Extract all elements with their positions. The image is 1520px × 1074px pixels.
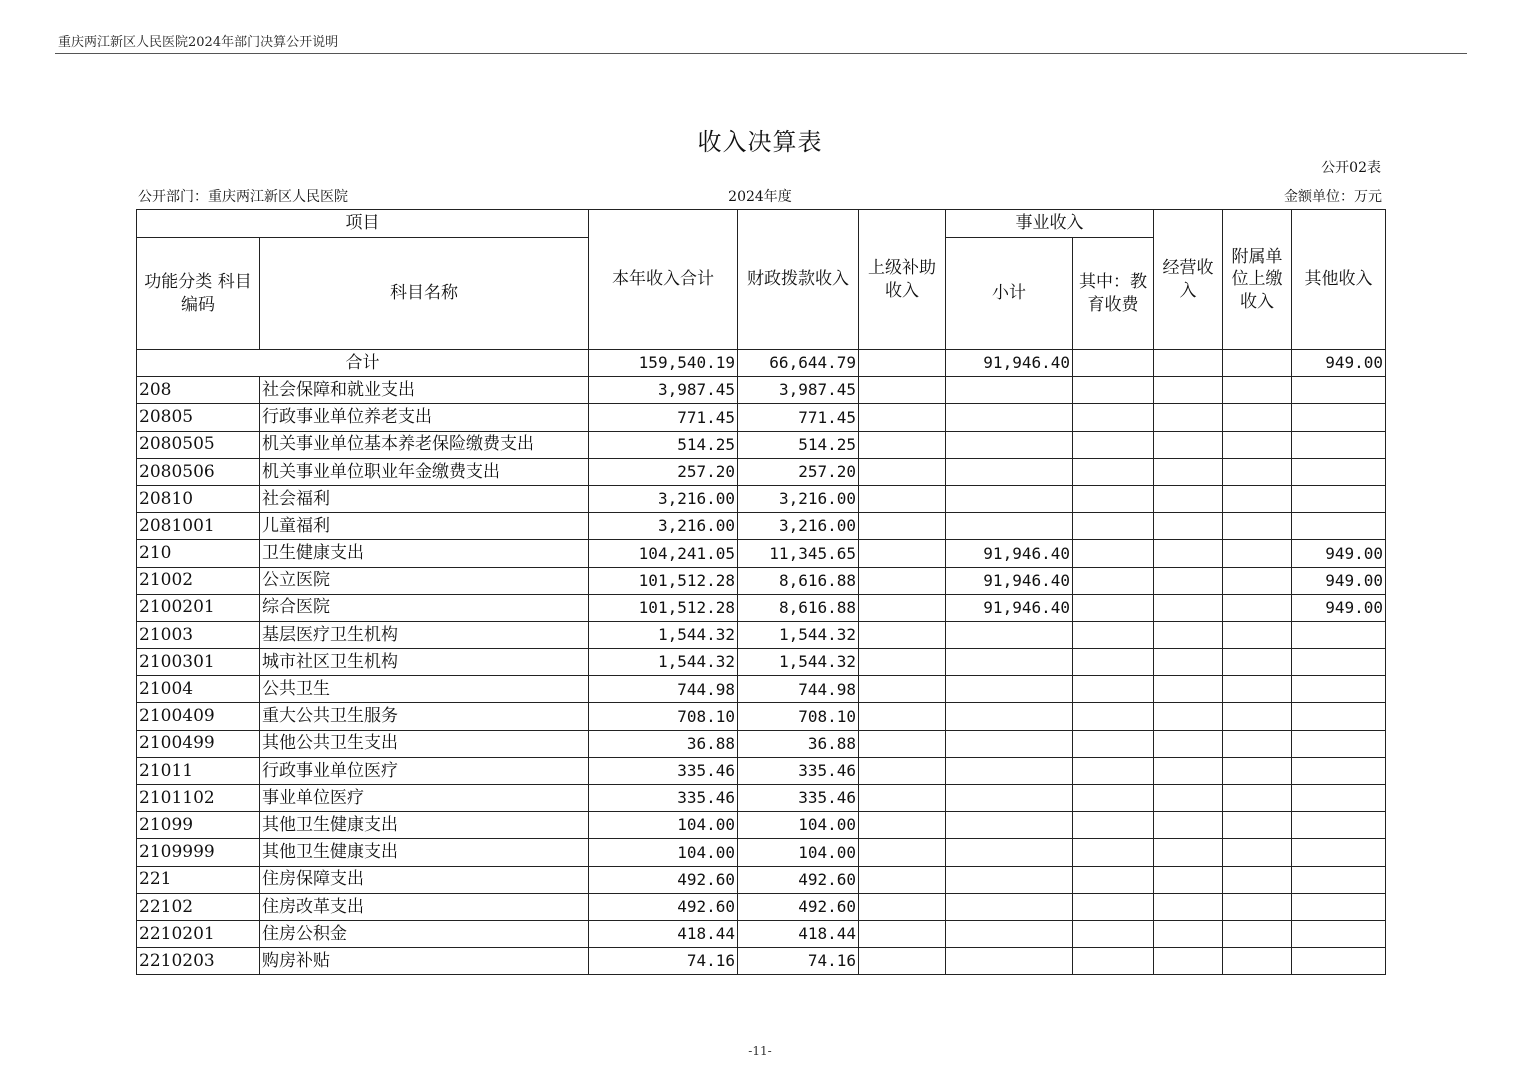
row-total-cell: 744.98 xyxy=(589,676,738,703)
row-affiliated-cell xyxy=(1223,621,1292,648)
row-code: 2080505 xyxy=(137,431,260,458)
row-superior-cell xyxy=(859,866,946,893)
row-fiscal-cell: 1,544.32 xyxy=(738,649,859,676)
row-other-cell xyxy=(1292,866,1386,893)
row-edu-cell xyxy=(1073,594,1154,621)
row-name: 基层医疗卫生机构 xyxy=(260,621,589,648)
row-name: 购房补贴 xyxy=(260,948,589,975)
row-fiscal-cell: 8,616.88 xyxy=(738,594,859,621)
row-code: 21002 xyxy=(137,567,260,594)
row-fiscal-cell: 514.25 xyxy=(738,431,859,458)
row-operating-cell xyxy=(1154,676,1223,703)
header-rule xyxy=(55,53,1467,54)
row-edu-cell xyxy=(1073,540,1154,567)
row-total-cell: 771.45 xyxy=(589,404,738,431)
row-name: 社会福利 xyxy=(260,485,589,512)
row-superior-cell xyxy=(859,377,946,404)
row-affiliated-cell xyxy=(1223,567,1292,594)
row-code: 208 xyxy=(137,377,260,404)
row-affiliated-cell xyxy=(1223,485,1292,512)
row-subtotal-cell xyxy=(946,377,1073,404)
table-row xyxy=(137,431,1386,458)
table-row xyxy=(137,812,1386,839)
row-affiliated-cell xyxy=(1223,757,1292,784)
total-operating-cell xyxy=(1154,350,1223,377)
row-code: 2100201 xyxy=(137,594,260,621)
row-fiscal-cell: 104.00 xyxy=(738,839,859,866)
row-subtotal-cell xyxy=(946,404,1073,431)
row-subtotal-cell xyxy=(946,812,1073,839)
table-row xyxy=(137,621,1386,648)
table-row xyxy=(137,785,1386,812)
row-other-cell xyxy=(1292,839,1386,866)
row-fiscal-cell: 104.00 xyxy=(738,812,859,839)
department-label: 公开部门：重庆两江新区人民医院 xyxy=(138,189,348,205)
row-fiscal-cell: 418.44 xyxy=(738,920,859,947)
row-total-cell: 3,216.00 xyxy=(589,513,738,540)
row-edu-cell xyxy=(1073,404,1154,431)
row-superior-cell xyxy=(859,785,946,812)
row-subtotal-cell xyxy=(946,431,1073,458)
row-operating-cell xyxy=(1154,948,1223,975)
row-total-cell: 514.25 xyxy=(589,431,738,458)
row-subtotal-cell xyxy=(946,866,1073,893)
header-affiliated: 附属单 位上缴 收入 xyxy=(1223,210,1292,350)
row-superior-cell xyxy=(859,757,946,784)
row-other-cell: 949.00 xyxy=(1292,567,1386,594)
row-operating-cell xyxy=(1154,567,1223,594)
row-name: 儿童福利 xyxy=(260,513,589,540)
row-fiscal-cell: 74.16 xyxy=(738,948,859,975)
row-edu-cell xyxy=(1073,621,1154,648)
page-number: -11- xyxy=(748,1044,772,1058)
row-other-cell xyxy=(1292,757,1386,784)
row-fiscal-cell: 11,345.65 xyxy=(738,540,859,567)
row-subtotal-cell xyxy=(946,513,1073,540)
row-edu-cell xyxy=(1073,703,1154,730)
row-other-cell xyxy=(1292,948,1386,975)
row-name: 事业单位医疗 xyxy=(260,785,589,812)
row-superior-cell xyxy=(859,513,946,540)
row-edu-cell xyxy=(1073,730,1154,757)
row-superior-cell xyxy=(859,730,946,757)
row-other-cell xyxy=(1292,703,1386,730)
row-total-cell: 104.00 xyxy=(589,839,738,866)
row-name: 机关事业单位基本养老保险缴费支出 xyxy=(260,431,589,458)
row-operating-cell xyxy=(1154,377,1223,404)
total-fiscal-cell: 66,644.79 xyxy=(738,350,859,377)
running-header: 重庆两江新区人民医院2024年部门决算公开说明 xyxy=(58,35,339,50)
amount-unit: 金额单位：万元 xyxy=(1284,189,1382,205)
header-name: 科目名称 xyxy=(260,238,589,350)
row-edu-cell xyxy=(1073,676,1154,703)
table-row xyxy=(137,893,1386,920)
row-operating-cell xyxy=(1154,730,1223,757)
total-superior-cell xyxy=(859,350,946,377)
header-item: 项目 xyxy=(137,210,589,238)
row-fiscal-cell: 257.20 xyxy=(738,458,859,485)
row-edu-cell xyxy=(1073,920,1154,947)
row-other-cell xyxy=(1292,676,1386,703)
total-label: 合计 xyxy=(137,350,589,377)
row-code: 21004 xyxy=(137,676,260,703)
row-name: 其他卫生健康支出 xyxy=(260,812,589,839)
row-affiliated-cell xyxy=(1223,649,1292,676)
row-affiliated-cell xyxy=(1223,785,1292,812)
row-other-cell xyxy=(1292,458,1386,485)
row-other-cell xyxy=(1292,431,1386,458)
row-total-cell: 101,512.28 xyxy=(589,594,738,621)
row-code: 20810 xyxy=(137,485,260,512)
row-code: 2081001 xyxy=(137,513,260,540)
row-fiscal-cell: 492.60 xyxy=(738,893,859,920)
row-affiliated-cell xyxy=(1223,404,1292,431)
row-operating-cell xyxy=(1154,485,1223,512)
row-code: 21011 xyxy=(137,757,260,784)
row-other-cell xyxy=(1292,812,1386,839)
row-code: 21099 xyxy=(137,812,260,839)
row-operating-cell xyxy=(1154,458,1223,485)
row-subtotal-cell xyxy=(946,703,1073,730)
header-business: 事业收入 xyxy=(946,210,1154,238)
row-superior-cell xyxy=(859,621,946,648)
header-subtotal: 小计 xyxy=(946,238,1073,350)
row-total-cell: 74.16 xyxy=(589,948,738,975)
row-edu-cell xyxy=(1073,431,1154,458)
row-affiliated-cell xyxy=(1223,839,1292,866)
header-superior: 上级补助 收入 xyxy=(859,210,946,350)
row-superior-cell xyxy=(859,540,946,567)
row-total-cell: 257.20 xyxy=(589,458,738,485)
header-fiscal: 财政拨款收入 xyxy=(738,210,859,350)
row-total-cell: 492.60 xyxy=(589,866,738,893)
row-fiscal-cell: 3,216.00 xyxy=(738,485,859,512)
row-superior-cell xyxy=(859,594,946,621)
row-other-cell xyxy=(1292,513,1386,540)
row-subtotal-cell xyxy=(946,676,1073,703)
row-affiliated-cell xyxy=(1223,920,1292,947)
row-edu-cell xyxy=(1073,649,1154,676)
row-edu-cell xyxy=(1073,785,1154,812)
row-name: 城市社区卫生机构 xyxy=(260,649,589,676)
row-superior-cell xyxy=(859,458,946,485)
table-row xyxy=(137,513,1386,540)
row-edu-cell xyxy=(1073,812,1154,839)
row-fiscal-cell: 8,616.88 xyxy=(738,567,859,594)
table-row xyxy=(137,540,1386,567)
row-subtotal-cell: 91,946.40 xyxy=(946,594,1073,621)
row-superior-cell xyxy=(859,893,946,920)
row-other-cell xyxy=(1292,404,1386,431)
row-subtotal-cell xyxy=(946,621,1073,648)
row-operating-cell xyxy=(1154,920,1223,947)
row-subtotal-cell xyxy=(946,948,1073,975)
table-row xyxy=(137,594,1386,621)
row-operating-cell xyxy=(1154,866,1223,893)
table-row xyxy=(137,948,1386,975)
row-operating-cell xyxy=(1154,703,1223,730)
row-fiscal-cell: 708.10 xyxy=(738,703,859,730)
row-subtotal-cell xyxy=(946,485,1073,512)
report-meta xyxy=(138,186,1382,206)
header-code: 功能分类 科目编码 xyxy=(137,238,260,350)
row-name: 公共卫生 xyxy=(260,676,589,703)
table-row xyxy=(137,567,1386,594)
row-affiliated-cell xyxy=(1223,431,1292,458)
row-name: 行政事业单位医疗 xyxy=(260,757,589,784)
row-operating-cell xyxy=(1154,839,1223,866)
row-name: 其他公共卫生支出 xyxy=(260,730,589,757)
table-row xyxy=(137,703,1386,730)
row-affiliated-cell xyxy=(1223,812,1292,839)
row-total-cell: 335.46 xyxy=(589,785,738,812)
row-name: 综合医院 xyxy=(260,594,589,621)
row-other-cell xyxy=(1292,893,1386,920)
row-other-cell xyxy=(1292,920,1386,947)
total-affiliated-cell xyxy=(1223,350,1292,377)
row-affiliated-cell xyxy=(1223,540,1292,567)
row-total-cell: 36.88 xyxy=(589,730,738,757)
row-subtotal-cell: 91,946.40 xyxy=(946,567,1073,594)
row-subtotal-cell xyxy=(946,893,1073,920)
row-superior-cell xyxy=(859,649,946,676)
row-subtotal-cell xyxy=(946,730,1073,757)
row-code: 2080506 xyxy=(137,458,260,485)
row-edu-cell xyxy=(1073,485,1154,512)
row-subtotal-cell xyxy=(946,458,1073,485)
table-row xyxy=(137,485,1386,512)
row-fiscal-cell: 1,544.32 xyxy=(738,621,859,648)
row-code: 2101102 xyxy=(137,785,260,812)
header-edu-fee: 其中：教 育收费 xyxy=(1073,238,1154,350)
row-name: 卫生健康支出 xyxy=(260,540,589,567)
row-code: 210 xyxy=(137,540,260,567)
row-name: 机关事业单位职业年金缴费支出 xyxy=(260,458,589,485)
row-edu-cell xyxy=(1073,567,1154,594)
table-row xyxy=(137,404,1386,431)
row-subtotal-cell xyxy=(946,649,1073,676)
row-edu-cell xyxy=(1073,458,1154,485)
row-other-cell: 949.00 xyxy=(1292,594,1386,621)
row-other-cell xyxy=(1292,377,1386,404)
row-other-cell xyxy=(1292,649,1386,676)
row-name: 住房公积金 xyxy=(260,920,589,947)
header-operating: 经营收 入 xyxy=(1154,210,1223,350)
row-edu-cell xyxy=(1073,866,1154,893)
row-code: 22102 xyxy=(137,893,260,920)
row-code: 2100409 xyxy=(137,703,260,730)
total-other-cell: 949.00 xyxy=(1292,350,1386,377)
row-other-cell xyxy=(1292,730,1386,757)
row-subtotal-cell xyxy=(946,839,1073,866)
row-name: 重大公共卫生服务 xyxy=(260,703,589,730)
row-operating-cell xyxy=(1154,513,1223,540)
row-operating-cell xyxy=(1154,621,1223,648)
row-affiliated-cell xyxy=(1223,866,1292,893)
form-code: 公开02表 xyxy=(1321,160,1381,176)
row-superior-cell xyxy=(859,839,946,866)
row-fiscal-cell: 335.46 xyxy=(738,785,859,812)
header-other: 其他收入 xyxy=(1292,210,1386,350)
row-code: 20805 xyxy=(137,404,260,431)
row-operating-cell xyxy=(1154,404,1223,431)
row-other-cell: 949.00 xyxy=(1292,540,1386,567)
table-row xyxy=(137,920,1386,947)
row-superior-cell xyxy=(859,485,946,512)
row-total-cell: 104,241.05 xyxy=(589,540,738,567)
row-name: 行政事业单位养老支出 xyxy=(260,404,589,431)
row-total-cell: 492.60 xyxy=(589,893,738,920)
row-affiliated-cell xyxy=(1223,377,1292,404)
row-affiliated-cell xyxy=(1223,458,1292,485)
row-edu-cell xyxy=(1073,513,1154,540)
row-edu-cell xyxy=(1073,839,1154,866)
table-row xyxy=(137,839,1386,866)
row-subtotal-cell xyxy=(946,757,1073,784)
row-total-cell: 104.00 xyxy=(589,812,738,839)
row-total-cell: 3,987.45 xyxy=(589,377,738,404)
total-income-cell: 159,540.19 xyxy=(589,350,738,377)
table-row xyxy=(137,866,1386,893)
row-edu-cell xyxy=(1073,377,1154,404)
row-fiscal-cell: 492.60 xyxy=(738,866,859,893)
row-total-cell: 101,512.28 xyxy=(589,567,738,594)
row-superior-cell xyxy=(859,812,946,839)
row-superior-cell xyxy=(859,676,946,703)
row-total-cell: 708.10 xyxy=(589,703,738,730)
table-row xyxy=(137,757,1386,784)
row-superior-cell xyxy=(859,948,946,975)
row-total-cell: 335.46 xyxy=(589,757,738,784)
row-operating-cell xyxy=(1154,540,1223,567)
row-edu-cell xyxy=(1073,893,1154,920)
row-subtotal-cell xyxy=(946,920,1073,947)
row-fiscal-cell: 335.46 xyxy=(738,757,859,784)
row-subtotal-cell xyxy=(946,785,1073,812)
row-affiliated-cell xyxy=(1223,948,1292,975)
row-affiliated-cell xyxy=(1223,676,1292,703)
row-fiscal-cell: 744.98 xyxy=(738,676,859,703)
row-edu-cell xyxy=(1073,757,1154,784)
page-title: 收入决算表 xyxy=(697,128,823,156)
total-row xyxy=(137,350,1386,377)
total-subtotal-cell: 91,946.40 xyxy=(946,350,1073,377)
row-superior-cell xyxy=(859,567,946,594)
row-operating-cell xyxy=(1154,812,1223,839)
row-superior-cell xyxy=(859,431,946,458)
row-affiliated-cell xyxy=(1223,594,1292,621)
table-row xyxy=(137,377,1386,404)
row-total-cell: 1,544.32 xyxy=(589,621,738,648)
income-table xyxy=(136,209,1386,975)
row-fiscal-cell: 3,987.45 xyxy=(738,377,859,404)
row-code: 2100301 xyxy=(137,649,260,676)
row-fiscal-cell: 36.88 xyxy=(738,730,859,757)
row-total-cell: 1,544.32 xyxy=(589,649,738,676)
row-operating-cell xyxy=(1154,893,1223,920)
row-other-cell xyxy=(1292,621,1386,648)
row-operating-cell xyxy=(1154,431,1223,458)
row-code: 2109999 xyxy=(137,839,260,866)
row-fiscal-cell: 3,216.00 xyxy=(738,513,859,540)
row-code: 2210201 xyxy=(137,920,260,947)
table-row xyxy=(137,676,1386,703)
row-operating-cell xyxy=(1154,757,1223,784)
row-edu-cell xyxy=(1073,948,1154,975)
row-code: 2210203 xyxy=(137,948,260,975)
row-other-cell xyxy=(1292,485,1386,512)
fiscal-year: 2024年度 xyxy=(728,189,792,205)
table-row xyxy=(137,458,1386,485)
row-superior-cell xyxy=(859,404,946,431)
row-affiliated-cell xyxy=(1223,893,1292,920)
row-total-cell: 3,216.00 xyxy=(589,485,738,512)
row-code: 21003 xyxy=(137,621,260,648)
header-total-income: 本年收入合计 xyxy=(589,210,738,350)
row-affiliated-cell xyxy=(1223,513,1292,540)
table-row xyxy=(137,649,1386,676)
row-total-cell: 418.44 xyxy=(589,920,738,947)
row-superior-cell xyxy=(859,703,946,730)
row-affiliated-cell xyxy=(1223,730,1292,757)
row-superior-cell xyxy=(859,920,946,947)
row-name: 住房改革支出 xyxy=(260,893,589,920)
row-subtotal-cell: 91,946.40 xyxy=(946,540,1073,567)
row-code: 2100499 xyxy=(137,730,260,757)
row-affiliated-cell xyxy=(1223,703,1292,730)
total-edu-cell xyxy=(1073,350,1154,377)
row-name: 公立医院 xyxy=(260,567,589,594)
row-operating-cell xyxy=(1154,649,1223,676)
row-other-cell xyxy=(1292,785,1386,812)
row-name: 社会保障和就业支出 xyxy=(260,377,589,404)
table-row xyxy=(137,730,1386,757)
row-operating-cell xyxy=(1154,785,1223,812)
row-operating-cell xyxy=(1154,594,1223,621)
row-fiscal-cell: 771.45 xyxy=(738,404,859,431)
row-name: 其他卫生健康支出 xyxy=(260,839,589,866)
row-name: 住房保障支出 xyxy=(260,866,589,893)
row-code: 221 xyxy=(137,866,260,893)
